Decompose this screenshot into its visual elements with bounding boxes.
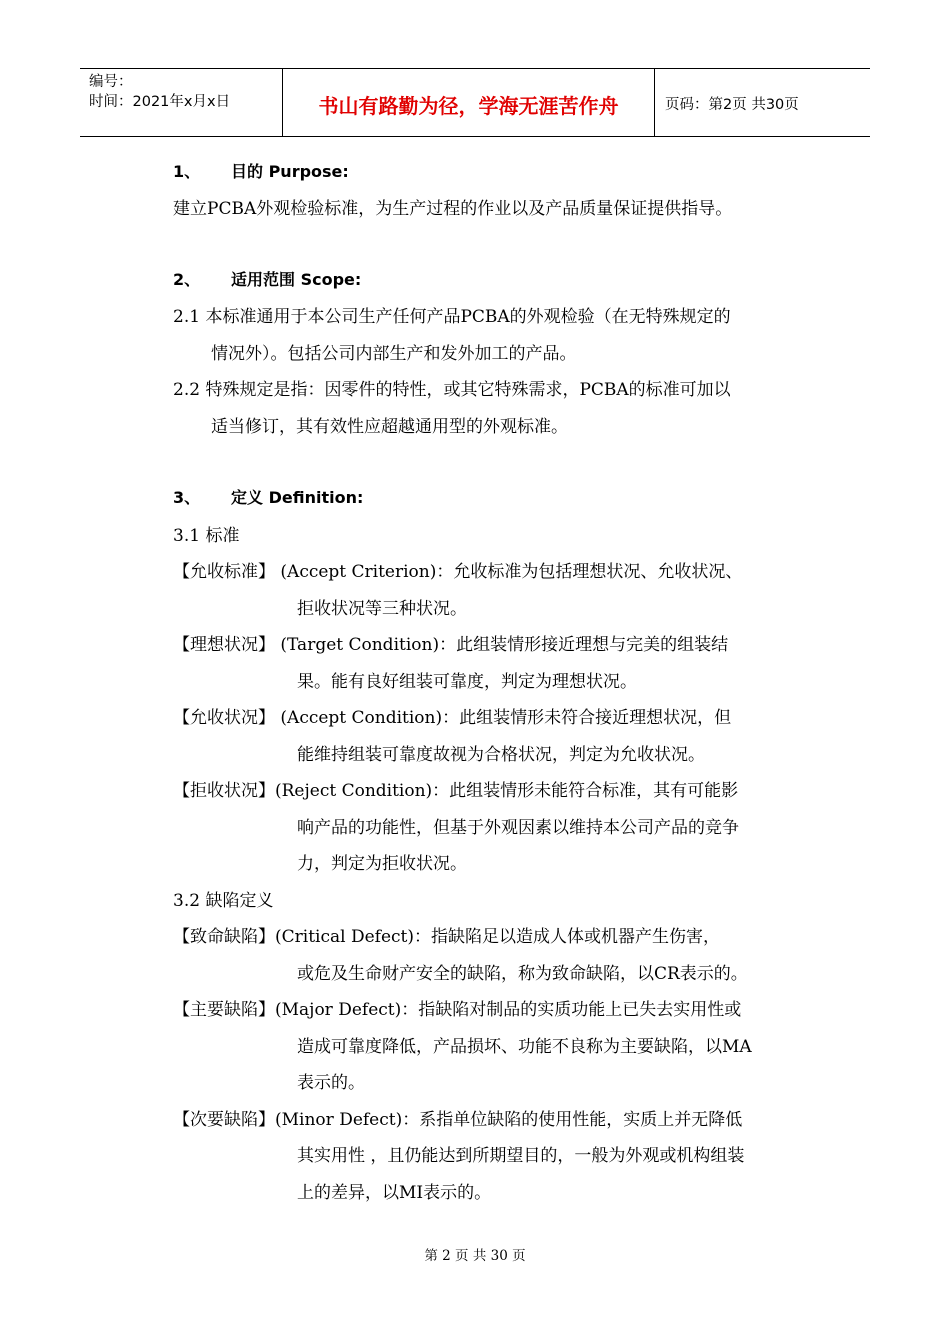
page-header [80, 68, 870, 137]
definition-item: 【拒收状况】(Reject Condition)：此组装情形未能符合标准，其有可能影 [173, 781, 739, 801]
defect-item: 【主要缺陷】(Major Defect)：指缺陷对制品的实质功能上已失去实用性或 [173, 1000, 742, 1020]
paragraph: 建立PCBA外观检验标准，为生产过程的作业以及产品质量保证提供指导。 [173, 199, 733, 219]
document-date: 时间：2021年x月x日 [89, 94, 231, 110]
header-motto: 书山有路勤为径，学海无涯苦作舟 [283, 69, 655, 136]
subsection-heading: 3.2 缺陷定义 [173, 891, 274, 911]
paragraph: 2.1 本标准通用于本公司生产任何产品PCBA的外观检验（在无特殊规定的 [173, 307, 731, 327]
defect-item: 或危及生命财产安全的缺陷，称为致命缺陷，以CR表示的。 [297, 964, 748, 984]
section-heading-definition: 3、 定义 Definition: [173, 488, 364, 507]
definition-item: 果。能有良好组装可靠度，判定为理想状况。 [297, 672, 637, 692]
page-footer: 第 2 页 共 30 页 [424, 1248, 526, 1264]
paragraph: 2.2 特殊规定是指：因零件的特性，或其它特殊需求，PCBA的标准可加以 [173, 380, 731, 400]
subsection-heading: 3.1 标准 [173, 526, 240, 546]
defect-item: 其实用性 ，且仍能达到所期望目的，一般为外观或机构组装 [297, 1146, 745, 1166]
definition-item: 【允收标准】 (Accept Criterion)：允收标准为包括理想状况、允收状况、 [173, 562, 743, 582]
definition-item: 响产品的功能性，但基于外观因素以维持本公司产品的竞争 [297, 818, 739, 838]
paragraph: 适当修订，其有效性应超越通用型的外观标准。 [211, 417, 568, 437]
definition-item: 【允收状况】 (Accept Condition)：此组装情形未符合接近理想状况，但 [173, 708, 732, 728]
definition-item: 能维持组装可靠度故视为合格状况，判定为允收状况。 [297, 745, 705, 765]
header-meta [80, 69, 283, 136]
definition-item: 【理想状况】 (Target Condition)：此组装情形接近理想与完美的组装结 [173, 635, 729, 655]
defect-item: 【次要缺陷】(Minor Defect)：系指单位缺陷的使用性能，实质上并无降低 [173, 1110, 743, 1130]
defect-item: 表示的。 [297, 1073, 365, 1093]
definition-item: 拒收状况等三种状况。 [297, 599, 467, 619]
paragraph: 情况外）。包括公司内部生产和发外加工的产品。 [211, 344, 577, 364]
section-heading-scope: 2、 适用范围 Scope: [173, 270, 362, 289]
definition-item: 力，判定为拒收状况。 [297, 854, 467, 874]
section-heading-purpose: 1、 目的 Purpose: [173, 162, 349, 181]
document-number-label: 编号： [89, 74, 133, 90]
header-page-info: 页码：第2页 共30页 [665, 97, 799, 113]
defect-item: 【致命缺陷】(Critical Defect)：指缺陷足以造成人体或机器产生伤害， [173, 927, 720, 947]
defect-item: 造成可靠度降低，产品损坏、功能不良称为主要缺陷，以MA [297, 1037, 752, 1057]
defect-item: 上的差异，以MI表示的。 [297, 1183, 492, 1203]
